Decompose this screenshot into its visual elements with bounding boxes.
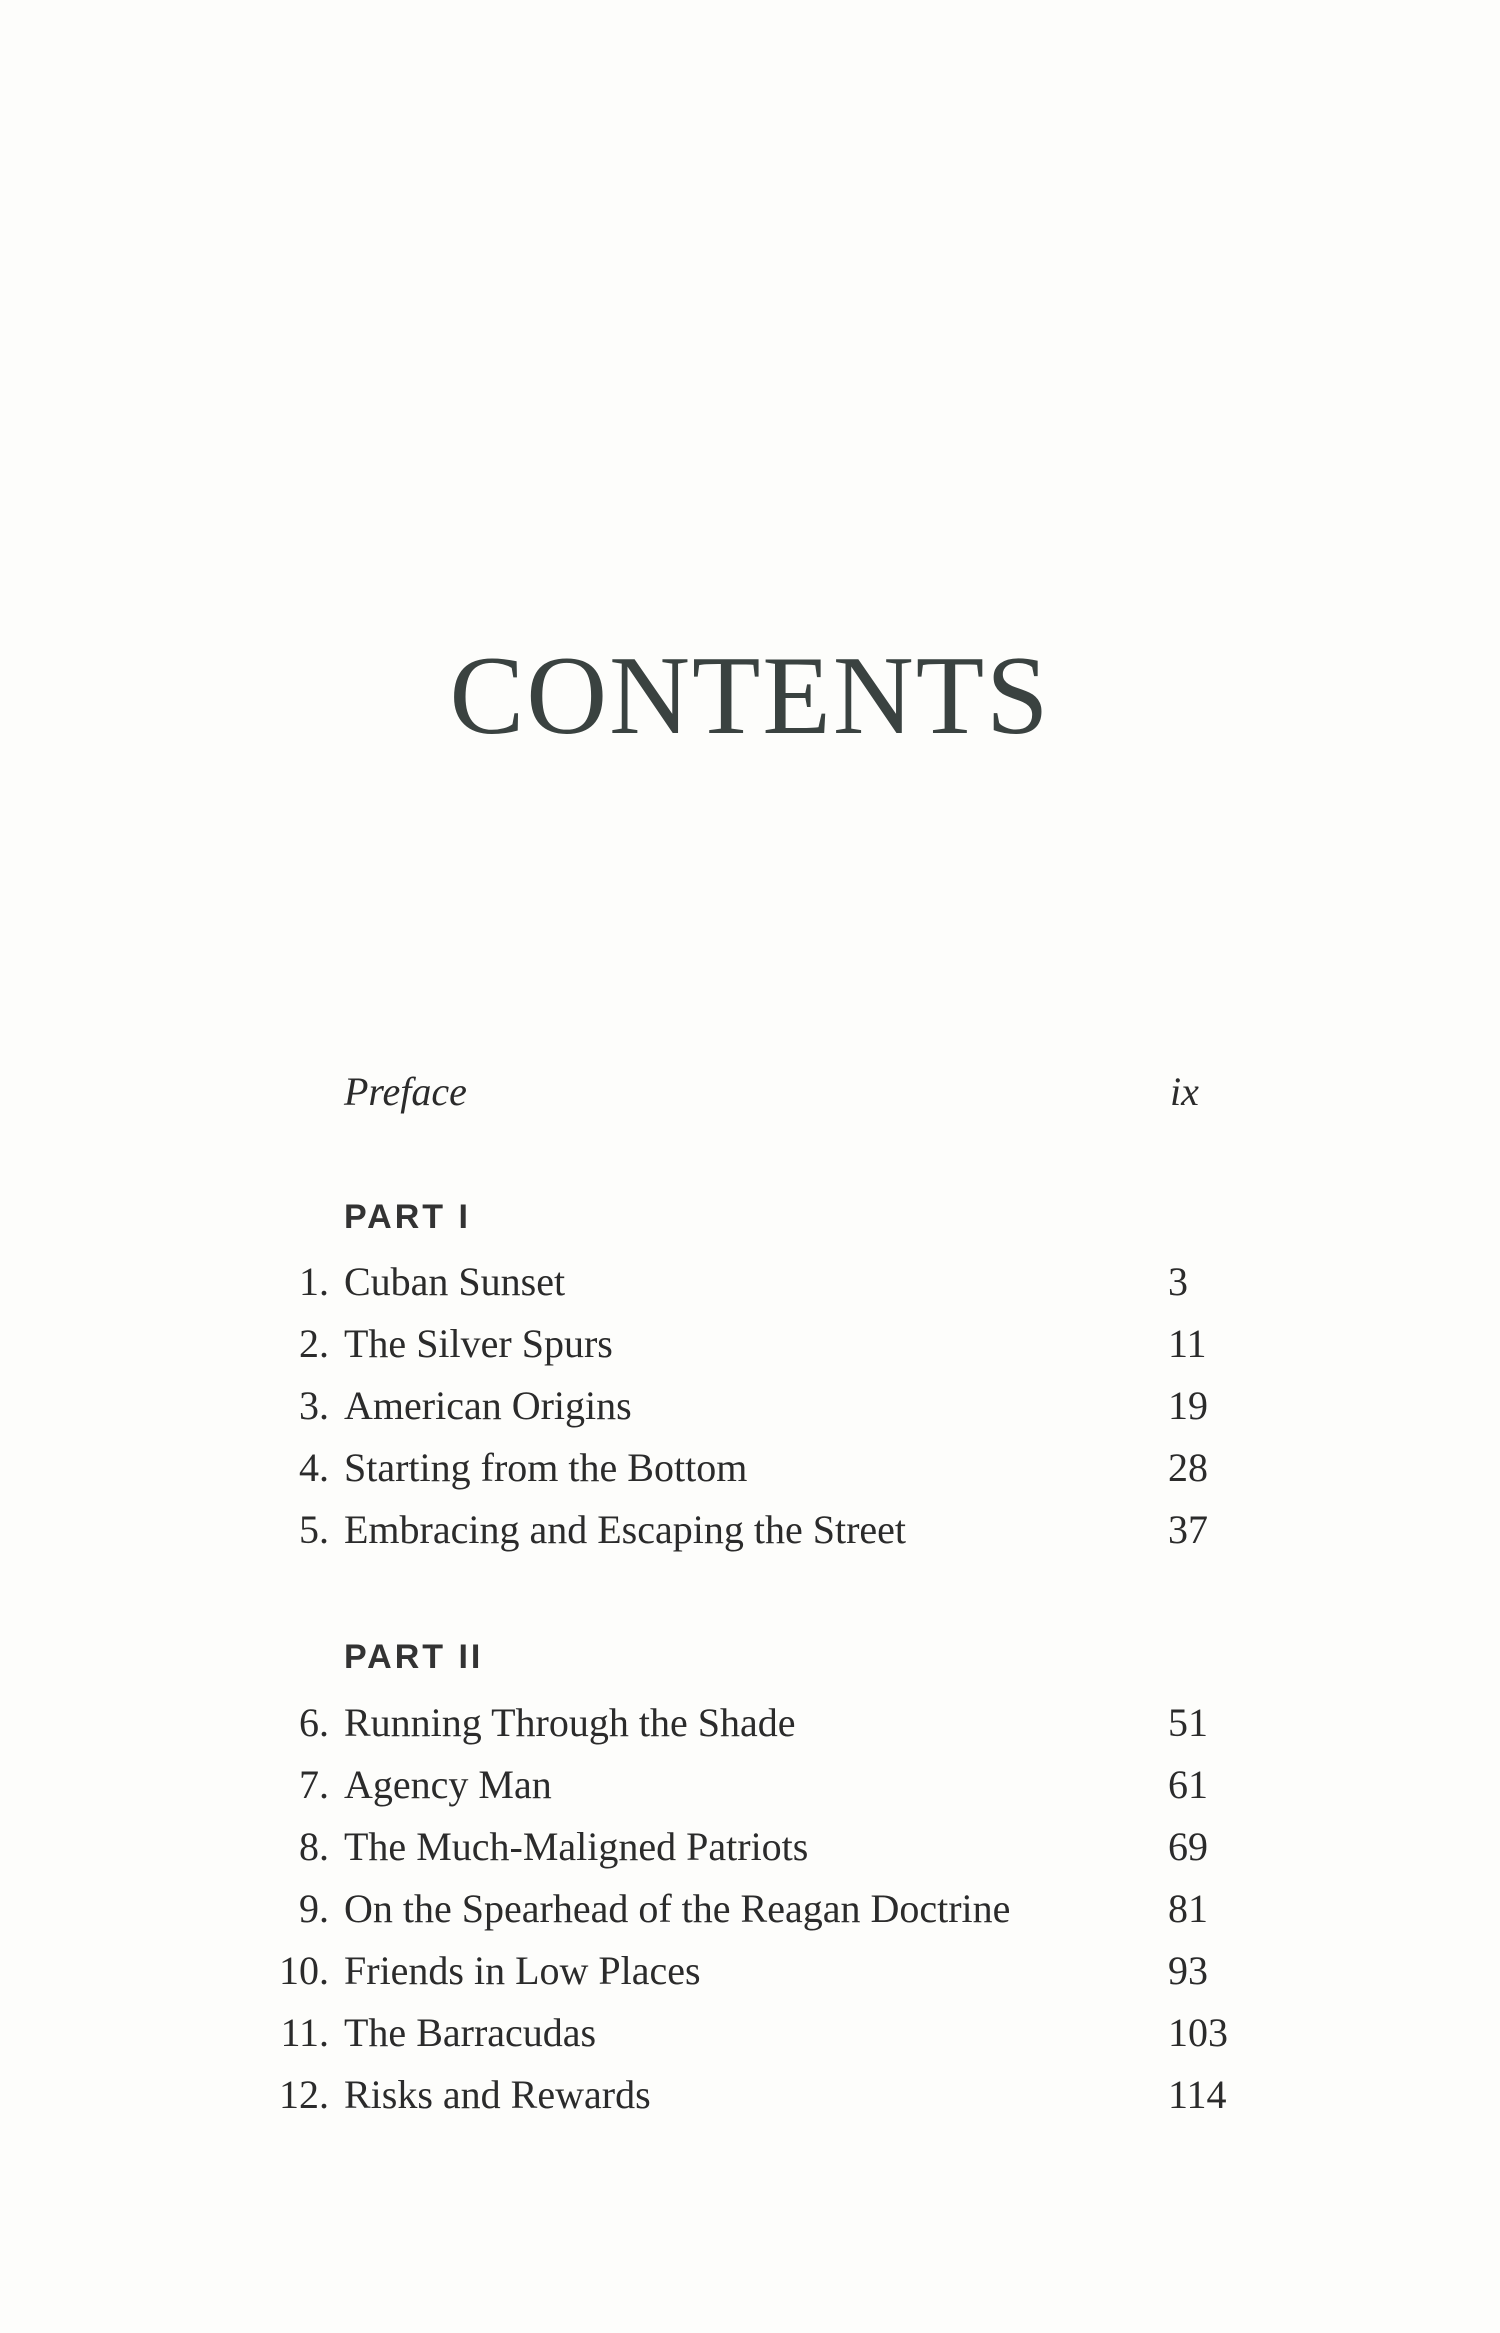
chapter-title: Starting from the Bottom — [344, 1445, 748, 1490]
preface-page: ix — [1170, 1069, 1199, 1114]
chapter-page: 19 — [1168, 1383, 1208, 1428]
chapter-number: 3. — [299, 1383, 329, 1428]
preface-entry — [0, 1068, 1500, 1128]
chapter-number: 5. — [299, 1507, 329, 1552]
chapter-page: 11 — [1168, 1321, 1207, 1366]
chapter-page: 81 — [1168, 1886, 1208, 1931]
chapter-number: 7. — [299, 1762, 329, 1807]
chapter-entry — [0, 1940, 1500, 2002]
chapter-page: 3 — [1168, 1259, 1188, 1304]
chapter-page: 51 — [1168, 1700, 1208, 1745]
chapter-number: 11. — [280, 2010, 329, 2055]
chapter-page: 93 — [1168, 1948, 1208, 1993]
chapter-title: The Silver Spurs — [344, 1321, 613, 1366]
page-title: CONTENTS — [449, 634, 1051, 758]
chapter-title: Risks and Rewards — [344, 2072, 651, 2117]
part-heading-2: PART II — [344, 1638, 484, 1676]
chapter-entry — [0, 1816, 1500, 1878]
chapter-number: 1. — [299, 1259, 329, 1304]
chapter-entry — [0, 1878, 1500, 1940]
chapter-page: 61 — [1168, 1762, 1208, 1807]
part-heading-1: PART I — [344, 1198, 471, 1236]
chapter-entry — [0, 2002, 1500, 2064]
chapter-page: 69 — [1168, 1824, 1208, 1869]
chapter-page: 28 — [1168, 1445, 1208, 1490]
chapter-number: 10. — [279, 1948, 329, 1993]
chapter-title: Embracing and Escaping the Street — [344, 1507, 907, 1552]
chapter-entry — [0, 1754, 1500, 1816]
part-1-chapter-list — [0, 1251, 1500, 1561]
chapter-entry — [0, 1313, 1500, 1375]
chapter-page: 37 — [1168, 1507, 1208, 1552]
chapter-number: 12. — [279, 2072, 329, 2117]
preface-title: Preface — [344, 1069, 467, 1114]
chapter-page: 103 — [1168, 2010, 1228, 2055]
chapter-entry — [0, 2064, 1500, 2126]
chapter-title: The Much-Maligned Patriots — [344, 1824, 809, 1869]
chapter-number: 8. — [299, 1824, 329, 1869]
chapter-entry — [0, 1692, 1500, 1754]
chapter-page: 114 — [1168, 2072, 1227, 2117]
chapter-title: American Origins — [344, 1383, 632, 1428]
part-2-chapter-list — [0, 1692, 1500, 2126]
chapter-title: On the Spearhead of the Reagan Doctrine — [344, 1886, 1011, 1931]
chapter-number: 6. — [299, 1700, 329, 1745]
chapter-entry — [0, 1499, 1500, 1561]
chapter-entry — [0, 1437, 1500, 1499]
chapter-number: 9. — [299, 1886, 329, 1931]
chapter-title: The Barracudas — [344, 2010, 597, 2055]
chapter-number: 4. — [299, 1445, 329, 1490]
chapter-entry — [0, 1375, 1500, 1437]
chapter-number: 2. — [299, 1321, 329, 1366]
chapter-title: Running Through the Shade — [344, 1700, 796, 1745]
chapter-title: Agency Man — [344, 1762, 552, 1807]
chapter-title: Friends in Low Places — [344, 1948, 701, 1993]
chapter-entry — [0, 1251, 1500, 1313]
chapter-title: Cuban Sunset — [344, 1259, 566, 1304]
